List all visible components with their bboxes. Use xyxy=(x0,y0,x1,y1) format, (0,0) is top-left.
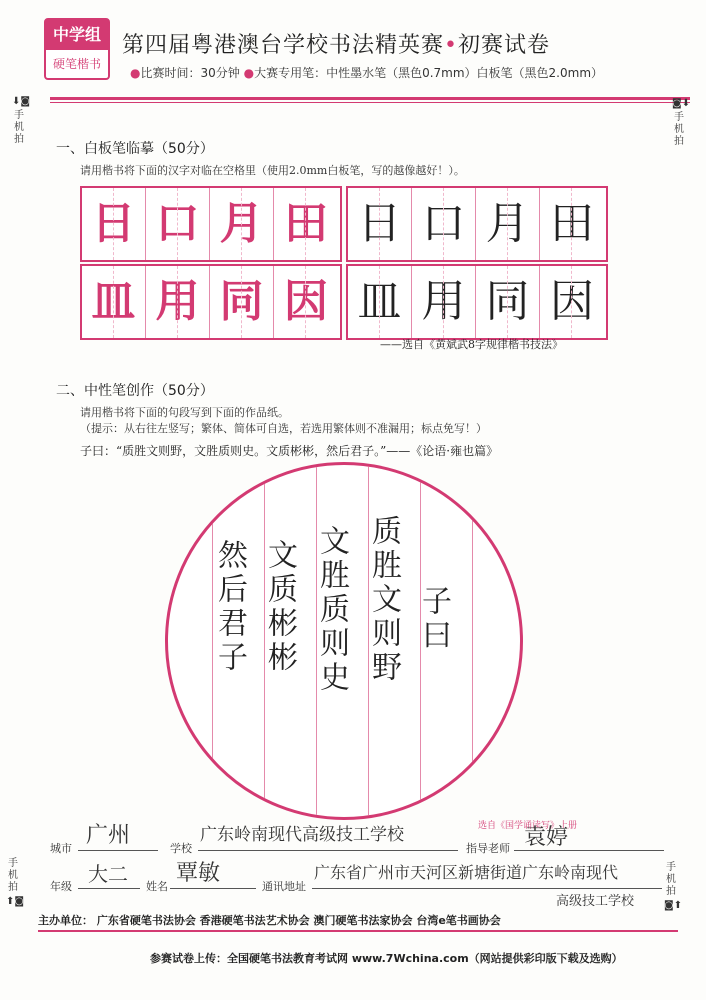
camera-icon: ◙⬆ xyxy=(664,900,683,911)
address-value[interactable]: 广东省广州市天河区新塘街道广东岭南现代 xyxy=(314,863,619,882)
copy-char: 因 xyxy=(540,266,604,338)
badge-group-label: 中学组 xyxy=(46,20,108,50)
copy-char: 日 xyxy=(348,188,412,260)
camera-icon: ◙⬇ xyxy=(672,98,691,109)
header-divider-thin xyxy=(50,102,690,103)
footer-divider xyxy=(38,930,678,932)
model-char: 月 xyxy=(210,188,274,260)
section1-instruction: 请用楷书将下面的汉字对临在空格里（使用2.0mm白板笔，写的越像越好！）。 xyxy=(80,164,465,177)
section2-instruction2: （提示：从右往左竖写；繁体、简体可自选，若选用繁体则不准漏用；标点免写！） xyxy=(80,422,487,435)
header-divider xyxy=(50,97,690,100)
title-main: 第四届粤港澳台学校书法精英赛 xyxy=(122,33,445,58)
city-value[interactable]: 广州 xyxy=(86,823,131,848)
work-column-1: 子曰 xyxy=(416,585,451,653)
camera-icon: ⬇◙ xyxy=(12,96,31,107)
teacher-underline xyxy=(514,850,664,851)
grade-value[interactable]: 大二 xyxy=(88,862,128,886)
upload-info: 参赛试卷上传：全国硬笔书法教育考试网 www.7Wchina.com（网站提供彩印版下载及选购） xyxy=(150,952,623,965)
section1-source: ——选自《黄斌武8字规律楷书技法》 xyxy=(380,338,563,351)
school-value[interactable]: 广东岭南现代高级技工学校 xyxy=(200,825,404,845)
model-char: 因 xyxy=(274,266,338,338)
name-value[interactable]: 覃敏 xyxy=(176,861,221,886)
side-label-left-bottom: 手机拍 xyxy=(8,858,18,893)
faint-source-note: 选自《国学诵读写》上册 xyxy=(478,821,578,831)
address-value-line2[interactable]: 高级技工学校 xyxy=(556,894,635,909)
teacher-label: 指导老师 xyxy=(466,842,510,855)
side-label-right-bottom: 手机拍 xyxy=(666,862,676,897)
model-char: 用 xyxy=(146,266,210,338)
address-label: 通讯地址 xyxy=(262,880,306,893)
grade-label: 年级 xyxy=(50,880,72,893)
model-char: 日 xyxy=(82,188,146,260)
section2-title: 二、中性笔创作（50分） xyxy=(56,383,214,399)
model-char: 田 xyxy=(274,188,338,260)
copy-char: 皿 xyxy=(348,266,412,338)
section2-quote: 子曰：“质胜文则野，文胜质则史。文质彬彬，然后君子。”——《论语·雍也篇》 xyxy=(80,444,499,458)
bullet-icon: ● xyxy=(130,66,141,80)
pen-label: 大赛专用笔：中性墨水笔（黑色0.7mm）白板笔（黑色2.0mm） xyxy=(254,66,604,80)
organizers: 主办单位： 广东省硬笔书法协会 香港硬笔书法艺术协会 澳门硬笔书法家协会 台湾e笔书画协会 xyxy=(38,914,501,927)
school-label: 学校 xyxy=(170,842,192,855)
work-column-2: 质胜文则野 xyxy=(366,515,401,685)
title-suffix: 初赛试卷 xyxy=(458,33,551,58)
model-block-row2 xyxy=(80,264,342,340)
side-label-left-top: 手机拍 xyxy=(14,110,24,145)
copy-char: 田 xyxy=(540,188,604,260)
model-block-row1 xyxy=(80,186,342,262)
side-label-right-top: 手机拍 xyxy=(674,112,684,147)
exam-info xyxy=(130,64,603,81)
section2-instruction1: 请用楷书将下面的句段写到下面的作品纸。 xyxy=(80,406,289,419)
name-label: 姓名 xyxy=(146,880,168,893)
model-char: 同 xyxy=(210,266,274,338)
copy-char: 同 xyxy=(476,266,540,338)
model-char: 口 xyxy=(146,188,210,260)
city-label: 城市 xyxy=(50,842,72,855)
title-dot: • xyxy=(444,33,458,58)
time-label: 比赛时间：30分钟 xyxy=(140,66,240,80)
name-underline xyxy=(170,888,256,889)
column-line xyxy=(472,465,473,817)
copy-char: 口 xyxy=(412,188,476,260)
writing-circle[interactable] xyxy=(165,462,523,820)
teacher-value[interactable]: 袁婷 xyxy=(524,825,569,850)
city-underline xyxy=(78,850,158,851)
group-badge xyxy=(44,18,110,80)
work-column-3: 文胜质则史 xyxy=(314,525,349,695)
copy-char: 用 xyxy=(412,266,476,338)
grade-underline xyxy=(78,888,140,889)
camera-icon: ⬆◙ xyxy=(6,896,25,907)
copy-block-row2[interactable] xyxy=(346,264,608,340)
badge-style-label: 硬笔楷书 xyxy=(52,57,101,71)
copy-char: 月 xyxy=(476,188,540,260)
copy-block-row1[interactable] xyxy=(346,186,608,262)
bullet-icon: ● xyxy=(243,66,255,80)
address-underline xyxy=(312,888,662,889)
model-char: 皿 xyxy=(82,266,146,338)
school-underline xyxy=(198,850,458,851)
work-column-5: 然后君子 xyxy=(212,539,247,675)
copy-grid xyxy=(80,186,618,336)
page-title xyxy=(122,28,550,59)
section1-title: 一、白板笔临摹（50分） xyxy=(56,141,214,157)
work-column-4: 文质彬彬 xyxy=(262,539,297,675)
